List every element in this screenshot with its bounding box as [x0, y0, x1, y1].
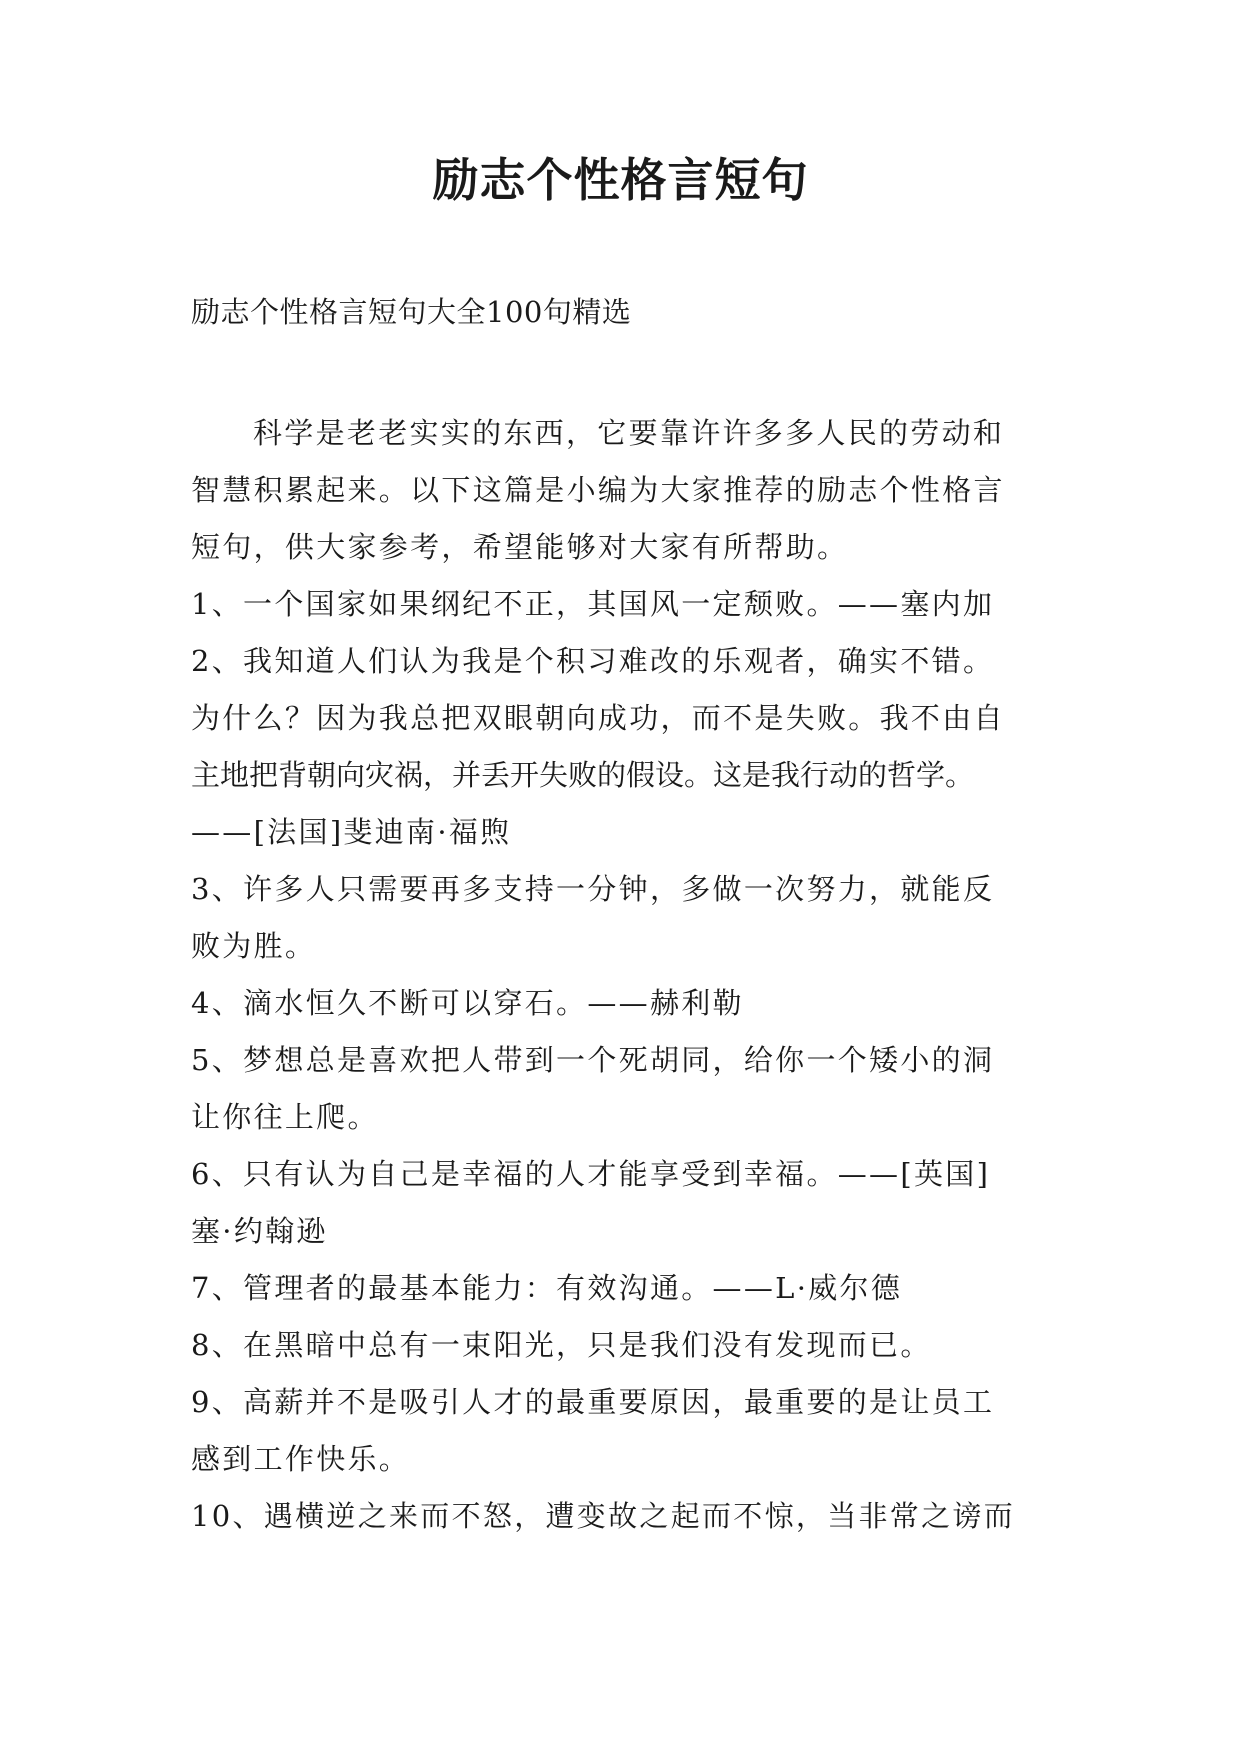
body-line: 4、滴水恒久不断可以穿石。——赫利勒: [191, 986, 744, 1020]
body-line: 2、我知道人们认为我是个积习难改的乐观者，确实不错。: [191, 644, 995, 678]
body-line: 科学是老老实实的东西，它要靠许许多多人民的劳动和: [253, 416, 1005, 450]
body-line: 6、只有认为自己是幸福的人才能享受到幸福。——[英国]: [191, 1157, 991, 1191]
body-line: 9、高薪并不是吸引人才的最重要原因，最重要的是让员工: [191, 1385, 995, 1419]
body-line: 3、许多人只需要再多支持一分钟，多做一次努力，就能反: [191, 872, 995, 906]
body-line: 8、在黑暗中总有一束阳光，只是我们没有发现而已。: [191, 1328, 932, 1362]
body-line: 10、遇横逆之来而不怒，遭变故之起而不惊，当非常之谤而: [191, 1499, 1016, 1533]
body-line: 主地把背朝向灾祸，并丢开失败的假设。这是我行动的哲学。: [191, 758, 975, 792]
document-title: 励志个性格言短句: [432, 153, 809, 207]
body-line: 为什么？因为我总把双眼朝向成功，而不是失败。我不由自: [191, 701, 1005, 735]
document-subtitle: 励志个性格言短句大全100句精选: [191, 295, 632, 329]
body-line: 短句，供大家参考，希望能够对大家有所帮助。: [191, 530, 849, 564]
body-line: 塞·约翰逊: [191, 1214, 328, 1248]
body-line: ——[法国]斐迪南·福煦: [191, 815, 512, 849]
body-line: 让你往上爬。: [191, 1100, 379, 1134]
body-line: 5、梦想总是喜欢把人带到一个死胡同，给你一个矮小的洞: [191, 1043, 995, 1077]
body-line: 败为胜。: [191, 929, 317, 963]
body-line: 智慧积累起来。以下这篇是小编为大家推荐的励志个性格言: [191, 473, 1005, 507]
document-body: [191, 405, 1051, 1545]
body-line: 1、一个国家如果纲纪不正，其国风一定颓败。——塞内加: [191, 587, 995, 621]
body-line: 7、管理者的最基本能力：有效沟通。——L·威尔德: [191, 1271, 903, 1305]
body-line: 感到工作快乐。: [191, 1442, 411, 1476]
